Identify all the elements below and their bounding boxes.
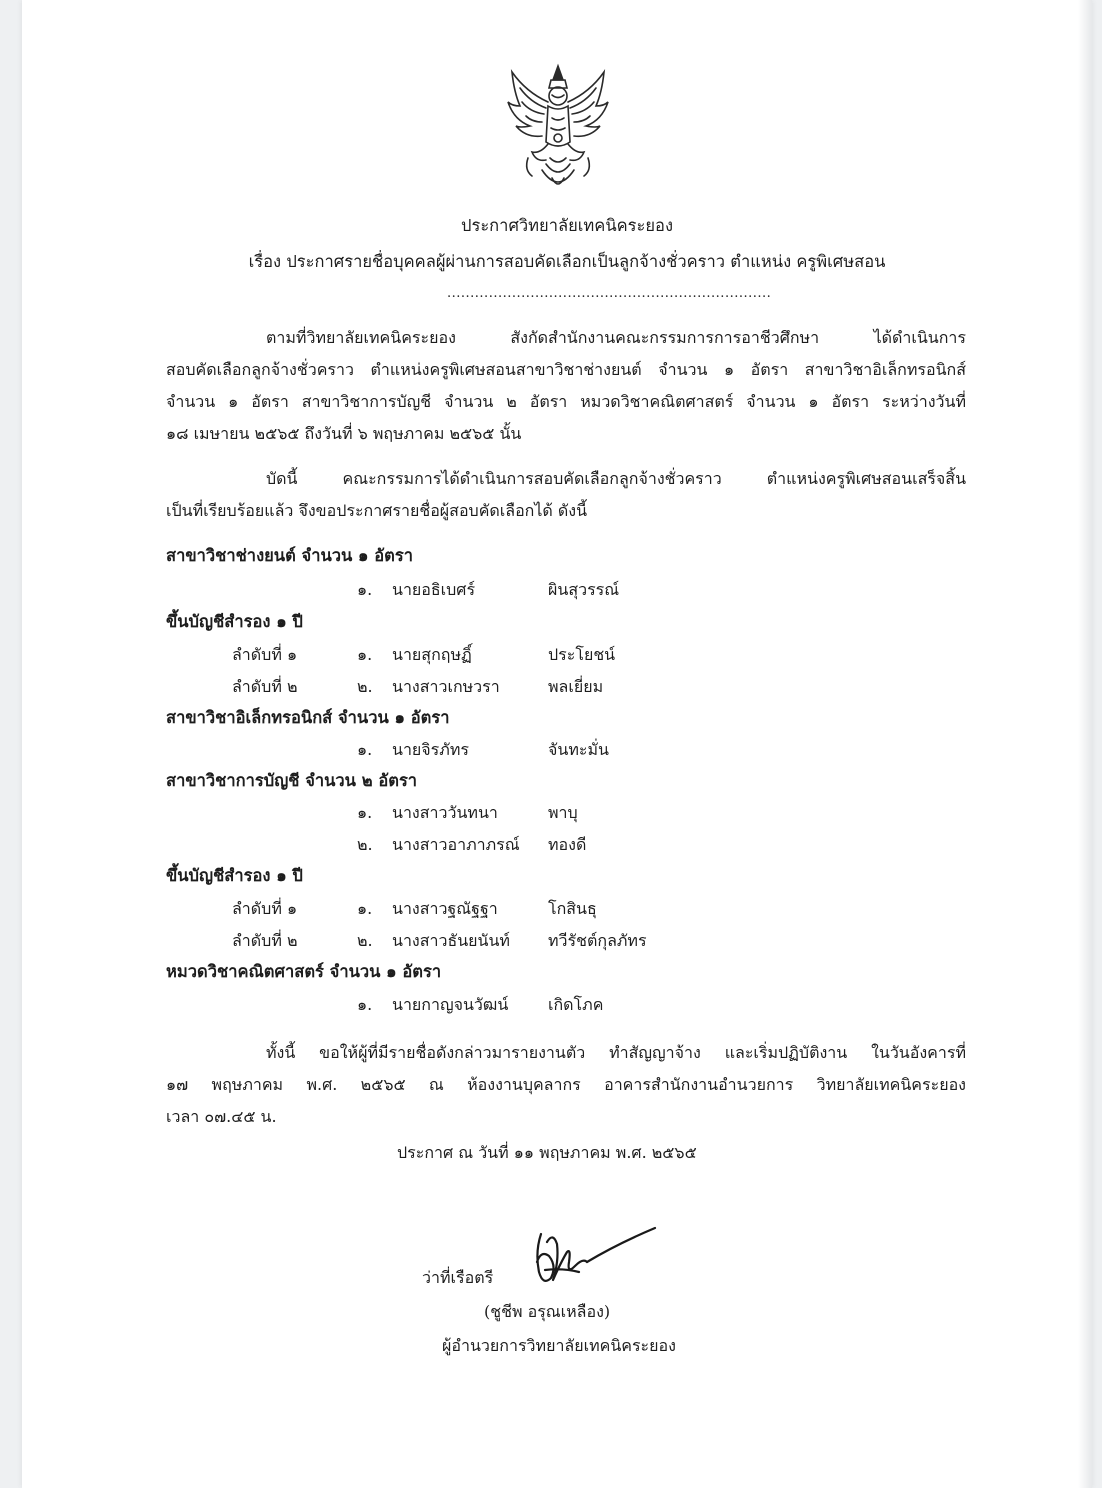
document-subject: เรื่อง ประกาศรายชื่อบุคคลผู้ผ่านการสอบคัดเลือกเป็นลูกจ้างชั่วคราว ตำแหน่ง ครูพิเศษสอน [248, 252, 886, 271]
first-name: นายจิรภัทร [392, 740, 469, 759]
rank-label: ลำดับที่ ๑ [232, 899, 298, 918]
paragraph-result [166, 463, 966, 527]
document-title: ประกาศวิทยาลัยเทคนิคระยอง [460, 216, 673, 235]
last-name: ประโยชน์ [548, 645, 616, 664]
first-name: นางสาววันทนา [392, 803, 498, 822]
list-number: ๑. [357, 803, 373, 822]
paragraph-line: ๑๗ พฤษภาคม พ.ศ. ๒๕๖๕ ณ ห้องงานบุคลากร อาคารสำนักงานอำนวยการ วิทยาลัยเทคนิคระยอง [166, 1075, 966, 1094]
title-divider: ...................................................................... [447, 286, 772, 301]
last-name: โกสินธุ [548, 899, 597, 918]
signer-position: ผู้อำนวยการวิทยาลัยเทคนิคระยอง [442, 1336, 676, 1355]
rank-label: ลำดับที่ ๒ [232, 677, 298, 696]
last-name: ทวีรัชต์กุลภัทร [548, 931, 647, 950]
garuda-emblem-icon [506, 62, 610, 200]
section-heading-reserve: ขึ้นบัญชีสำรอง ๑ ปี [166, 612, 303, 631]
paragraph-intro [166, 322, 966, 450]
list-number: ๑. [357, 740, 373, 759]
paragraph-line: สอบคัดเลือกลูกจ้างชั่วคราว ตำแหน่งครูพิเศษสอนสาขาวิชาช่างยนต์ จำนวน ๑ อัตรา สาขาวิชาอิเล็กทรอนิกส์ [166, 360, 966, 379]
last-name: พลเยี่ยม [548, 677, 604, 696]
handwritten-signature [527, 1222, 672, 1294]
last-name: ทองดี [548, 835, 587, 854]
paragraph-line: เป็นที่เรียบร้อยแล้ว จึงขอประกาศรายชื่อผู้สอบคัดเลือกได้ ดังนี้ [166, 501, 588, 520]
list-number: ๑. [357, 645, 373, 664]
section-heading-math: หมวดวิชาคณิตศาสตร์ จำนวน ๑ อัตรา [166, 962, 442, 981]
last-name: พาบุ [548, 803, 578, 822]
section-heading-electronics: สาขาวิชาอิเล็กทรอนิกส์ จำนวน ๑ อัตรา [166, 708, 450, 727]
page-edge-shadow [1078, 0, 1092, 1488]
first-name: นางสาวธันยนันท์ [392, 931, 510, 950]
signer-name: (ชูชีพ อรุณเหลือง) [484, 1302, 611, 1321]
first-name: นายกาญจนวัฒน์ [392, 995, 509, 1014]
paragraph-instructions [166, 1037, 966, 1133]
paragraph-line: ๑๘ เมษายน ๒๕๖๕ ถึงวันที่ ๖ พฤษภาคม ๒๕๖๕ นั้น [166, 424, 522, 443]
list-number: ๑. [357, 995, 373, 1014]
paragraph-line: ทั้งนี้ ขอให้ผู้ที่มีรายชื่อดังกล่าวมารายงานตัว ทำสัญญาจ้าง และเริ่มปฏิบัติงาน ในวันอังคารที่ [266, 1043, 966, 1062]
paragraph-line: บัดนี้ คณะกรรมการได้ดำเนินการสอบคัดเลือกลูกจ้างชั่วคราว ตำแหน่งครูพิเศษสอนเสร็จสิ้น [266, 469, 966, 488]
paragraph-line: เวลา ๐๗.๔๕ น. [166, 1107, 277, 1126]
first-name: นางสาวเกษวรา [392, 677, 500, 696]
first-name: นางสาวฐณัฐฐา [392, 899, 498, 918]
list-number: ๑. [357, 580, 373, 599]
section-heading-auto: สาขาวิชาช่างยนต์ จำนวน ๑ อัตรา [166, 546, 414, 565]
last-name: เกิดโภค [548, 995, 604, 1014]
last-name: ผินสุวรรณ์ [548, 580, 620, 599]
section-heading-accounting: สาขาวิชาการบัญชี จำนวน ๒ อัตรา [166, 771, 418, 790]
last-name: จันทะมั่น [548, 740, 609, 759]
list-number: ๑. [357, 899, 373, 918]
rank-label: ลำดับที่ ๑ [232, 645, 298, 664]
announcement-date: ประกาศ ณ วันที่ ๑๑ พฤษภาคม พ.ศ. ๒๕๖๕ [397, 1143, 697, 1162]
document-page [22, 0, 1092, 1488]
paragraph-line: จำนวน ๑ อัตรา สาขาวิชาการบัญชี จำนวน ๒ อัตรา หมวดวิชาคณิตศาสตร์ จำนวน ๑ อัตรา ระหว่างวันที่ [166, 392, 966, 411]
rank-label: ลำดับที่ ๒ [232, 931, 298, 950]
list-number: ๒. [357, 835, 373, 854]
signer-rank: ว่าที่เรือตรี [422, 1268, 494, 1287]
list-number: ๒. [357, 677, 373, 696]
paragraph-line: ตามที่วิทยาลัยเทคนิคระยอง สังกัดสำนักงานคณะกรรมการการอาชีวศึกษา ได้ดำเนินการ [266, 328, 966, 347]
first-name: นายอธิเบศร์ [392, 580, 476, 599]
first-name: นายสุกฤษฏิ์ [392, 645, 472, 664]
list-number: ๒. [357, 931, 373, 950]
section-heading-reserve: ขึ้นบัญชีสำรอง ๑ ปี [166, 866, 303, 885]
first-name: นางสาวอาภาภรณ์ [392, 835, 520, 854]
